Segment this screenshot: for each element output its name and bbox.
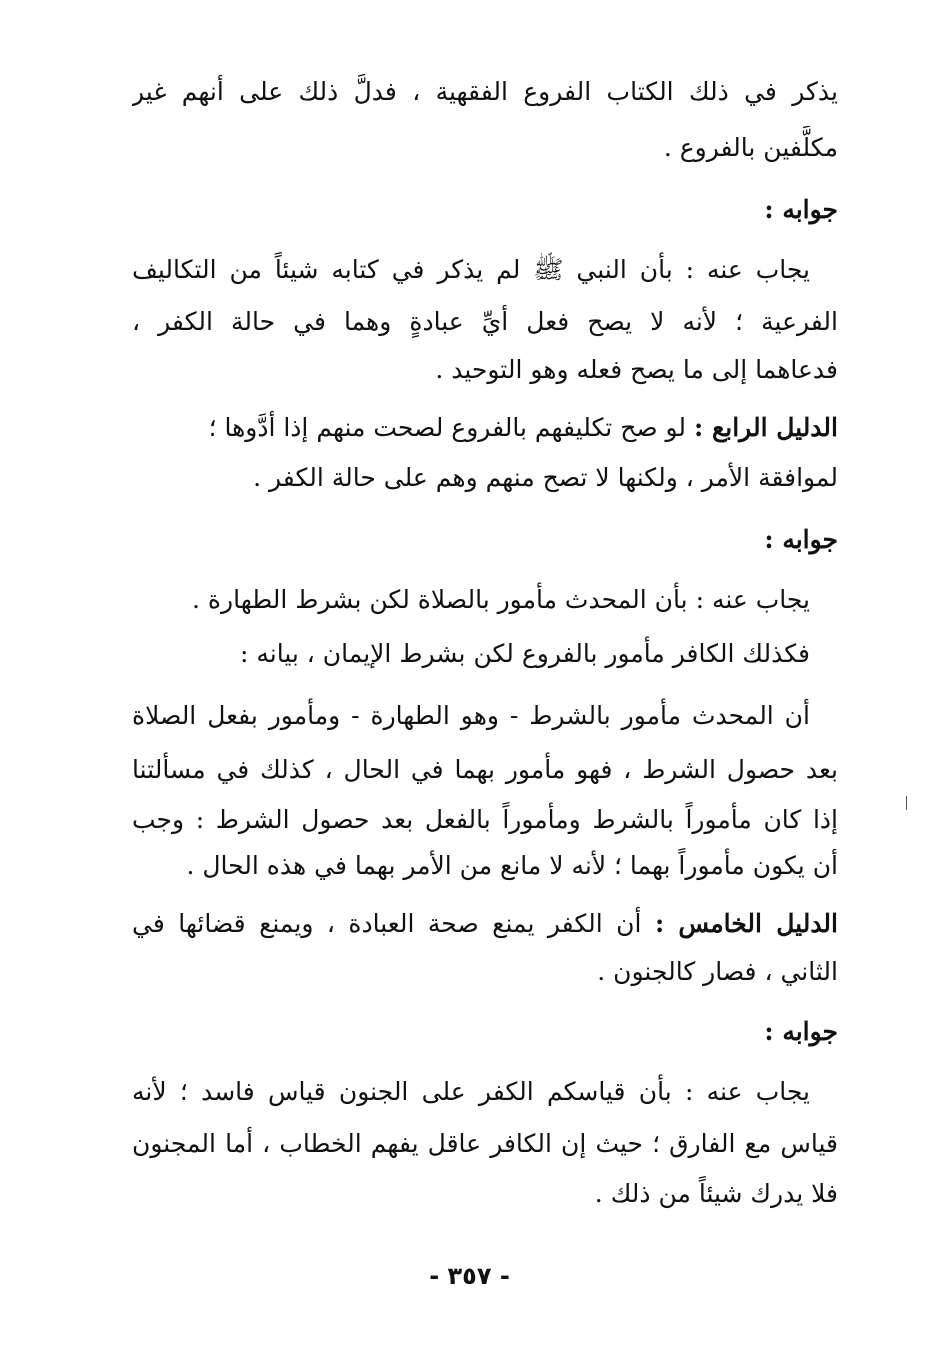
evidence-text: أن الكفر يمنع صحة العبادة ، ويمنع قضائها في [132, 909, 642, 938]
evidence-label: الدليل الخامس : [654, 909, 838, 938]
text-line: الثاني ، فصار كالجنون . [597, 957, 838, 986]
text-line: لموافقة الأمر ، ولكنها لا تصح منهم وهم على حالة الكفر . [253, 463, 838, 492]
text-line: يجاب عنه : بأن قياسكم الكفر على الجنون قياس فاسد ؛ لأنه [132, 1077, 810, 1106]
text-line: الفرعية ؛ لأنه لا يصح فعل أيِّ عبادةٍ وهما في حالة الكفر ، [132, 307, 838, 336]
text-line: قياس مع الفارق ؛ حيث إن الكافر عاقل يفهم الخطاب ، أما المجنون [132, 1129, 838, 1158]
text-line: فدعاهما إلى ما يصح فعله وهو التوحيد . [435, 355, 838, 384]
text-line: يجاب عنه : بأن المحدث مأمور بالصلاة لكن بشرط الطهارة . [192, 585, 810, 614]
evidence-text: لو صح تكليفهم بالفروع لصحت منهم إذا أدَّوها ؛ [208, 413, 687, 442]
section-heading: جوابه : [764, 525, 838, 554]
margin-mark [906, 796, 907, 810]
text-line: يجاب عنه : بأن النبي ﷺ لم يذكر في كتابه شيئاً من التكاليف [132, 255, 810, 284]
evidence-line [132, 902, 838, 946]
page-number: - ٣٥٧ - [429, 1262, 510, 1290]
text-line: فلا يدرك شيئاً من ذلك . [594, 1179, 838, 1208]
text-line: مكلَّفين بالفروع . [663, 133, 838, 162]
text-line: أن المحدث مأمور بالشرط - وهو الطهارة - ومأمور بفعل الصلاة [132, 701, 810, 730]
text-line: إذا كان مأموراً بالشرط ومأموراً بالفعل بعد حصول الشرط : وجب [132, 805, 838, 834]
section-heading: جوابه : [764, 195, 838, 224]
page-body [132, 70, 838, 1270]
evidence-line [132, 406, 838, 450]
text-line: أن يكون مأموراً بهما ؛ لأنه لا مانع من الأمر بهما في هذه الحال . [186, 851, 838, 880]
text-line: يذكر في ذلك الكتاب الفروع الفقهية ، فدلَّ ذلك على أنهم غير [132, 77, 838, 106]
text-line: فكذلك الكافر مأمور بالفروع لكن بشرط الإيمان ، بيانه : [239, 639, 810, 668]
section-heading: جوابه : [764, 1017, 838, 1046]
text-line: بعد حصول الشرط ، فهو مأمور بهما في الحال ، كذلك في مسألتنا [132, 755, 838, 784]
evidence-label: الدليل الرابع : [694, 413, 838, 442]
